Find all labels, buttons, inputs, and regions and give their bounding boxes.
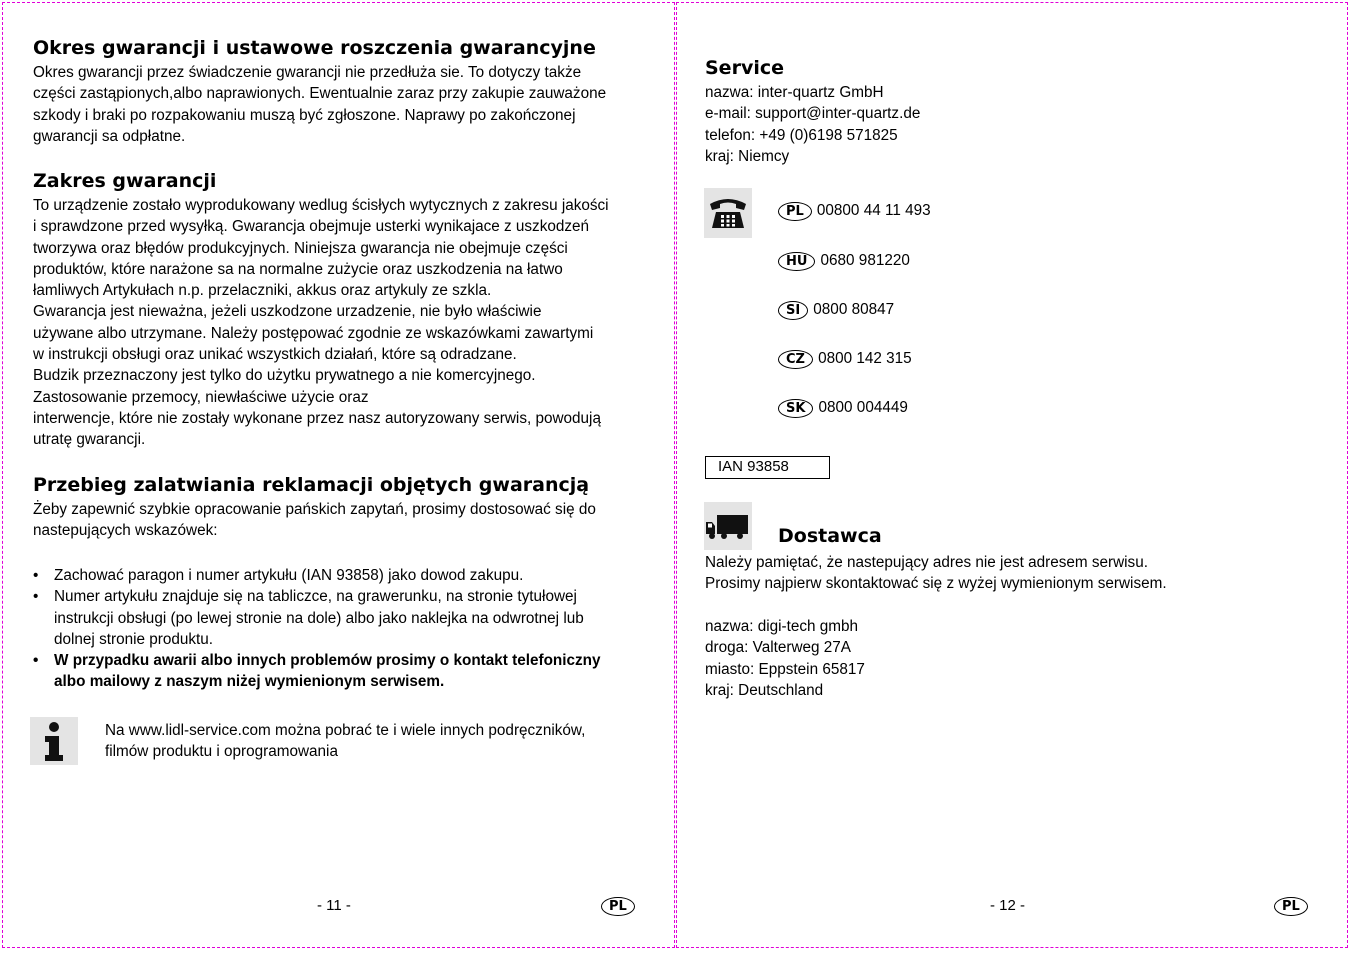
warranty-period-text: Okres gwarancji przez świadczenie gwarancji nie przedłuża sie. To dotyczy także części zastąpionych,albo naprawionych. Ewentualnie zaraz przy zakupie zauważone szkody i braki po rozpakowaniu muszą być zgłoszone. Naprawy po zakończonej gwarancji sa odpłatne. (33, 64, 607, 145)
language-badge: PL (601, 895, 635, 916)
language-badge: PL (1274, 895, 1308, 916)
service-contact: nazwa: inter-quartz GmbH e-mail: support@inter-quartz.de telefon: +49 (0)6198 571825 kraj: Niemcy (705, 84, 921, 165)
phone-row-si (778, 299, 894, 320)
supplier-note: Należy pamiętać, że nastepujący adres nie jest adresem serwisu. Prosimy najpierw skontaktować się z wyżej wymienionym serwisem. (705, 554, 1167, 593)
ian-box: IAN 93858 (705, 456, 830, 479)
country-badge-si: SI (778, 301, 808, 320)
phone-number-si: 0800 80847 (813, 301, 895, 318)
claims-bullet-list (33, 565, 601, 693)
warranty-scope-text: To urządzenie zostało wyprodukowany wedlug ścisłych wytycznych z zakresu jakości i sprawdzone przed wysyłką. Gwarancja obejmuje usterki wynikajace z uszkodzeń tworzywa oraz błędów produkcyjnych. Niniejsza gwarancja nie obejmuje części produktów, które narażone sa na normalne zużycie oraz uszkodzenia na łatwo łamliwych Artykułach n.p. przelaczniki, akkus oraz artykuly ze szkla. Gwarancja jest nieważna, jeżeli uszkodzone urzadzenie, nie było właściwie używane albo utrzymane. Należy postępować zgodnie ze wskazówkami zawartymi w instrukcji obsługi oraz unikać wszystkich działań, które są odradzane. Budzik przeznaczony jest tylko do użytku prywatnego a nie komercyjnego. Zastosowanie przemocy, niewłaściwe użycie oraz interwencje, które nie zostały wykonane przez nasz autoryzowany serwis, powodują utratę gwarancji. (33, 197, 609, 449)
claims-procedure-heading: Przebieg zalatwiania reklamacji objętych gwarancją (33, 474, 590, 496)
phone-row-hu (778, 250, 910, 271)
page-number: - 12 - (990, 897, 1026, 914)
service-heading: Service (705, 57, 784, 79)
phone-number-hu: 0680 981220 (820, 252, 910, 269)
telephone-icon (704, 188, 752, 238)
phone-row-pl (778, 200, 931, 221)
country-badge-cz: CZ (778, 350, 813, 369)
truck-icon (704, 502, 752, 550)
phone-number-cz: 0800 142 315 (818, 350, 912, 367)
warranty-scope-heading: Zakres gwarancji (33, 170, 217, 192)
phone-row-sk (778, 397, 908, 418)
country-badge-hu: HU (778, 252, 815, 271)
warranty-period-heading: Okres gwarancji i ustawowe roszczenia gwarancyjne (33, 37, 596, 59)
country-badge-sk: SK (778, 399, 813, 418)
supplier-heading: Dostawca (778, 525, 882, 547)
list-item: • Numer artykułu znajduje się na tabliczce, na grawerunku, na stronie tytułowej instrukcji obsługi (po lewej stronie na dole) albo jako naklejka na odwrotnej lub dolnej stronie produktu. (33, 586, 601, 650)
phone-number-sk: 0800 004449 (818, 399, 908, 416)
right-page (676, 2, 1348, 948)
country-badge-pl: PL (778, 202, 812, 221)
claims-procedure-intro: Żeby zapewnić szybkie opracowanie pańskich zapytań, prosimy dostosować się do nastepujących wskazówek: (33, 501, 596, 540)
left-page (2, 2, 675, 948)
list-item: • W przypadku awarii albo innych problemów prosimy o kontakt telefoniczny albo mailowy z naszym niżej wymienionym serwisem. (33, 650, 601, 693)
list-item: • Zachować paragon i numer artykułu (IAN 93858) jako dowod zakupu. (33, 565, 601, 586)
info-icon (30, 717, 78, 765)
page-number: - 11 - (317, 897, 351, 914)
supplier-address: nazwa: digi-tech gmbh droga: Valterweg 27A miasto: Eppstein 65817 kraj: Deutschland (705, 618, 865, 699)
phone-number-pl: 00800 44 11 493 (816, 202, 931, 219)
phone-row-cz (778, 348, 912, 369)
info-text: Na www.lidl-service.com można pobrać te i wiele innych podręczników, filmów produktu i oprogramowania (105, 722, 586, 761)
